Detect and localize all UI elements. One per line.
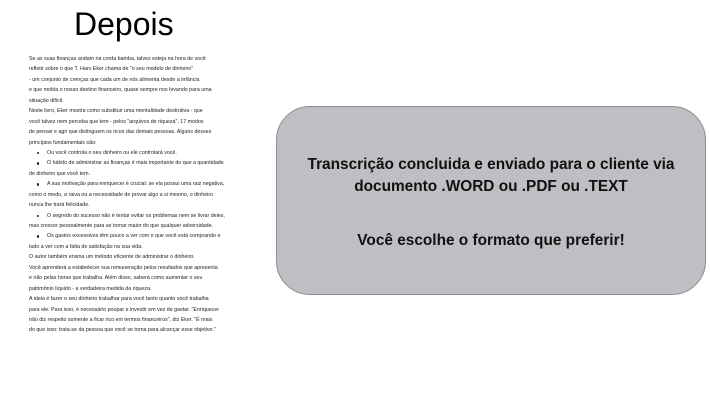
slide-title: Depois — [74, 6, 174, 42]
document-bullet-line: A sua motivação para enriquecer é crucial: se ela possui uma raiz negativa, — [29, 179, 275, 189]
document-line: você talvez nem perceba que tem - pelos "arquivos de riqueza", 17 modos — [29, 118, 204, 125]
document-line: princípios fundamentais são: — [29, 139, 97, 146]
document-bullet-line: Ou você controla o seu dinheiro ou ele controlará você. — [29, 148, 275, 158]
document-bullet-line: Os gastos excessivos têm pouco a ver com o que você está comprando e — [29, 231, 275, 241]
document-line: e que molda o nosso destino financeiro, quase sempre nos levando para uma — [29, 87, 212, 94]
document-line: O autor também ensina um método eficiente de administrar o dinheiro. — [29, 254, 195, 261]
document-transcript — [29, 54, 275, 336]
document-line: A ideia é fazer o seu dinheiro trabalhar para você tanto quanto você trabalha — [29, 296, 209, 303]
document-line: Neste livro, Eker mostra como substituir uma mentalidade destrutiva - que — [29, 108, 203, 115]
document-bullet-line: O hábito de administrar as finanças é mais importante do que a quantidade — [29, 158, 275, 168]
callout-message: Transcrição concluida e enviado para o cliente via documento .WORD ou .PDF ou .TEXT — [307, 156, 675, 195]
document-line: situação difícil. — [29, 97, 64, 104]
document-line: mas crescer pessoalmente para se tornar maior do que qualquer adversidade. — [29, 223, 214, 229]
document-line: nunca lhe trará felicidade. — [29, 202, 90, 209]
document-bullet-line: O segredo do sucesso não é tentar evitar os problemas nem se livrar deles, — [29, 211, 275, 221]
document-line: de pensar e agir que distinguem os ricos das demais pessoas. Alguns desses — [29, 129, 212, 136]
document-line: de dinheiro que você tem. — [29, 170, 90, 177]
callout-box — [276, 106, 706, 295]
document-line: - um conjunto de crenças que cada um de nós alimenta desde a infância — [29, 76, 200, 83]
callout-format-note: Você escolhe o formato que preferir! — [357, 232, 625, 249]
document-line: refletir sobre o que T. Harv Eker chama de "o seu modelo de dinheiro" — [29, 66, 194, 73]
document-line: como o medo, a raiva ou a necessidade de provar algo a si mesmo, o dinheiro — [29, 191, 214, 198]
document-line: patrimônio líquido - a verdadeira medida da riqueza. — [29, 285, 152, 292]
document-line: Você aprenderá a estabelecer sua remuneração pelos resultados que apresenta — [29, 264, 218, 271]
document-line: do que isso: trata-se da pessoa que você se torna para alcançar esse objetivo." — [29, 327, 216, 334]
document-line: tudo a ver com a falta de satisfação na sua vida. — [29, 243, 143, 250]
document-line: Se as suas finanças andam na corda bamba, talvez esteja na hora de você — [29, 56, 206, 62]
document-line: e não pelas horas que trabalha. Além disso, saberá como aumentar o seu — [29, 275, 203, 282]
document-line: não diz respeito somente a ficar rico em termos financeiros", diz Eker. "É mais — [29, 316, 213, 323]
document-line: para ele. Para isso, é necessário poupar e investir em vez de gastar. "Enriquecer — [29, 306, 220, 313]
